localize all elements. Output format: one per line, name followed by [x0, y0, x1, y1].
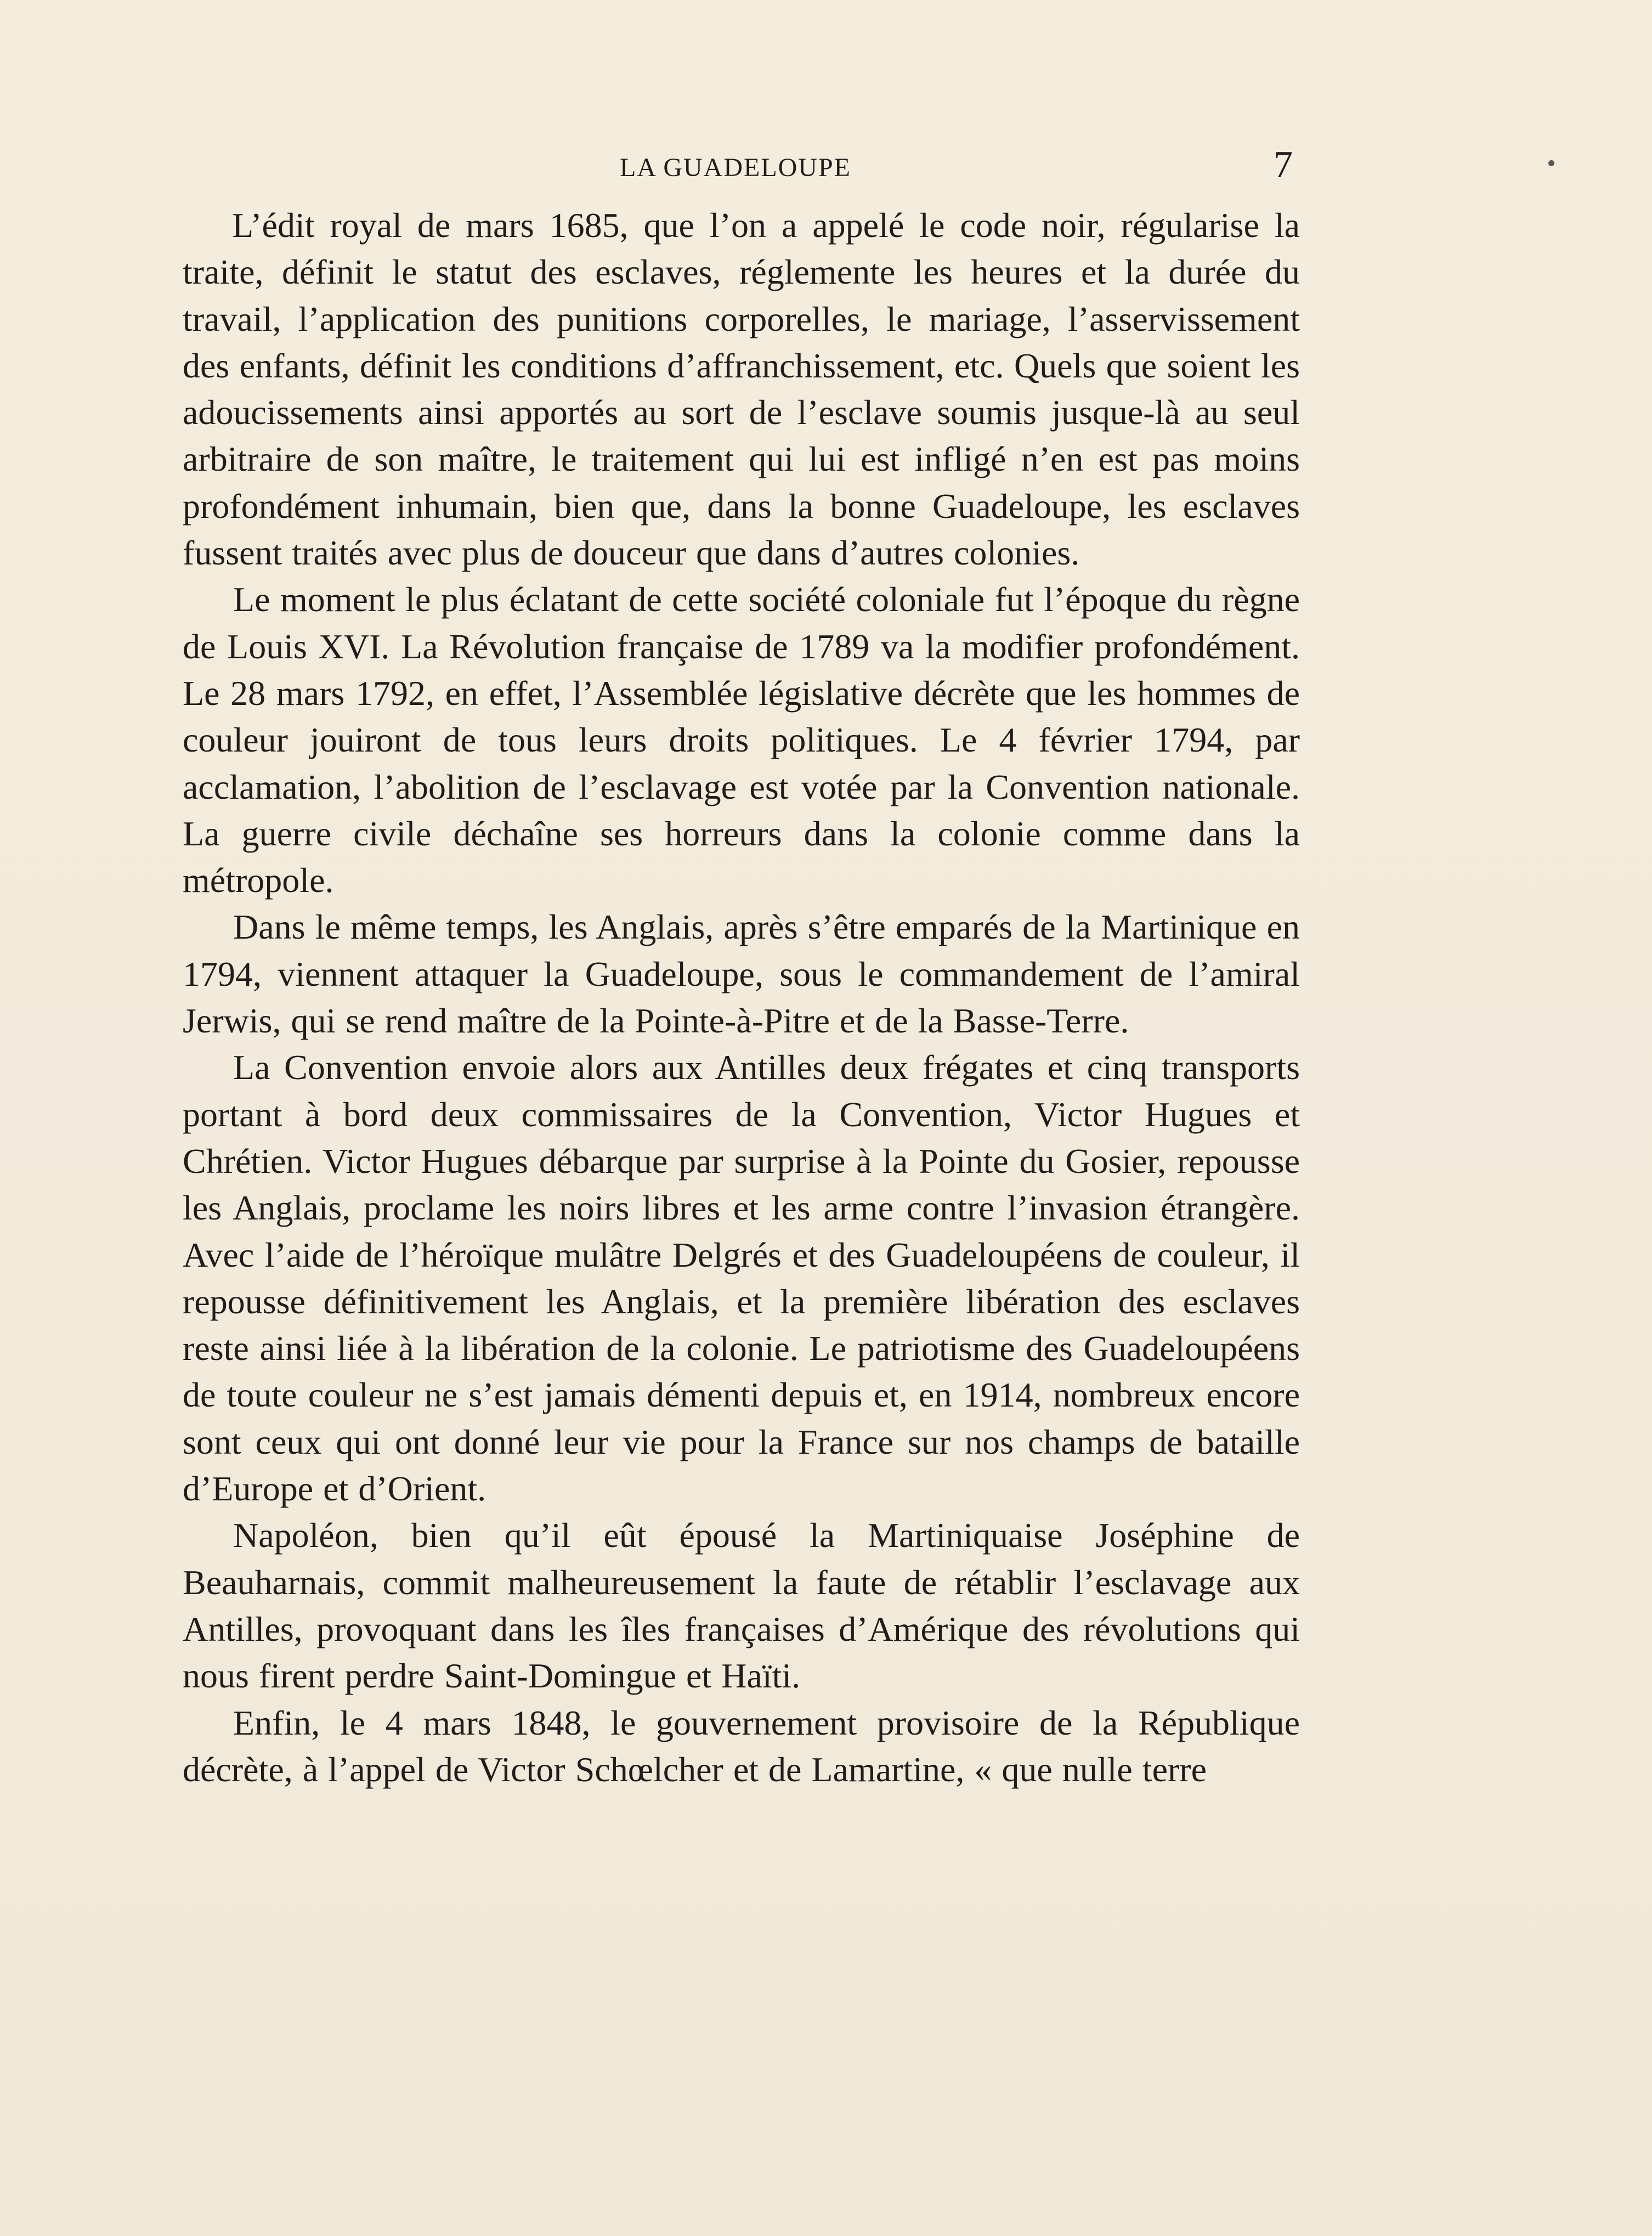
paragraph-english-attack: Dans le même temps, les Anglais, après s’être emparés de la Martinique en 1794, viennent attaquer la Guadeloupe, sous le commandement de l’amiral Jerwis, qui se rend maître de la Pointe-à-Pitre et de la Basse-Terre. [183, 907, 1300, 1041]
ink-speck [1548, 160, 1554, 166]
page-number: 7 [1274, 144, 1293, 186]
paragraph-napoleon: Napoléon, bien qu’il eût épousé la Martiniquaise Joséphine de Beauharnais, commit malheureusement la faute de rétablir l’esclavage aux Antilles, provoquant dans les îles françaises d’Amérique des révolutions qui nous firent perdre Saint-Domingue et Haïti. [183, 1516, 1300, 1696]
paragraph-code-noir: L’édit royal de mars 1685, que l’on a appelé le code noir, régularise la traite, définit le statut des esclaves, réglemente les heures et la durée du travail, l’application des punitions corporelles, le mariage, l’asservissement des enfants, définit les conditions d’affranchissement, etc. Quels que soient les adoucissements ainsi apportés au sort de l’esclave soumis jusque-là au seul arbitraire de son maître, le traitement qui lui est infligé n’en est pas moins profondément inhumain, bien que, dans la bonne Guadeloupe, les esclaves fussent traités avec plus de douceur que dans d’autres colonies. [183, 206, 1300, 573]
page-header [0, 144, 1652, 188]
body-text [183, 202, 1300, 1793]
paragraph-1848: Enfin, le 4 mars 1848, le gouvernement provisoire de la République décrète, à l’appel de Victor Schœlcher et de Lamartine, « que nulle terre [183, 1703, 1300, 1789]
running-title: LA GUADELOUPE [620, 153, 851, 182]
paragraph-revolution: Le moment le plus éclatant de cette société coloniale fut l’époque du règne de Louis XVI. La Révolution française de 1789 va la modifier profondément. Le 28 mars 1792, en effet, l’Assemblée législative décrète que les hommes de couleur jouiront de tous leurs droits politiques. Le 4 février 1794, par acclamation, l’abolition de l’esclavage est votée par la Convention nationale. La guerre civile déchaîne ses horreurs dans la colonie comme dans la métropole. [183, 580, 1300, 900]
paragraph-convention: La Convention envoie alors aux Antilles deux frégates et cinq transports portant à bord deux commissaires de la Convention, Victor Hugues et Chrétien. Victor Hugues débarque par surprise à la Pointe du Gosier, repousse les Anglais, proclame les noirs libres et les arme contre l’invasion étrangère. Avec l’aide de l’héroïque mulâtre Delgrés et des Guadeloupéens de couleur, il repousse définitivement les Anglais, et la première libération des esclaves reste ainsi liée à la libération de la colonie. Le patriotisme des Guadeloupéens de toute couleur ne s’est jamais démenti depuis et, en 1914, nombreux encore sont ceux qui ont donné leur vie pour la France sur nos champs de bataille d’Europe et d’Orient. [183, 1048, 1300, 1509]
